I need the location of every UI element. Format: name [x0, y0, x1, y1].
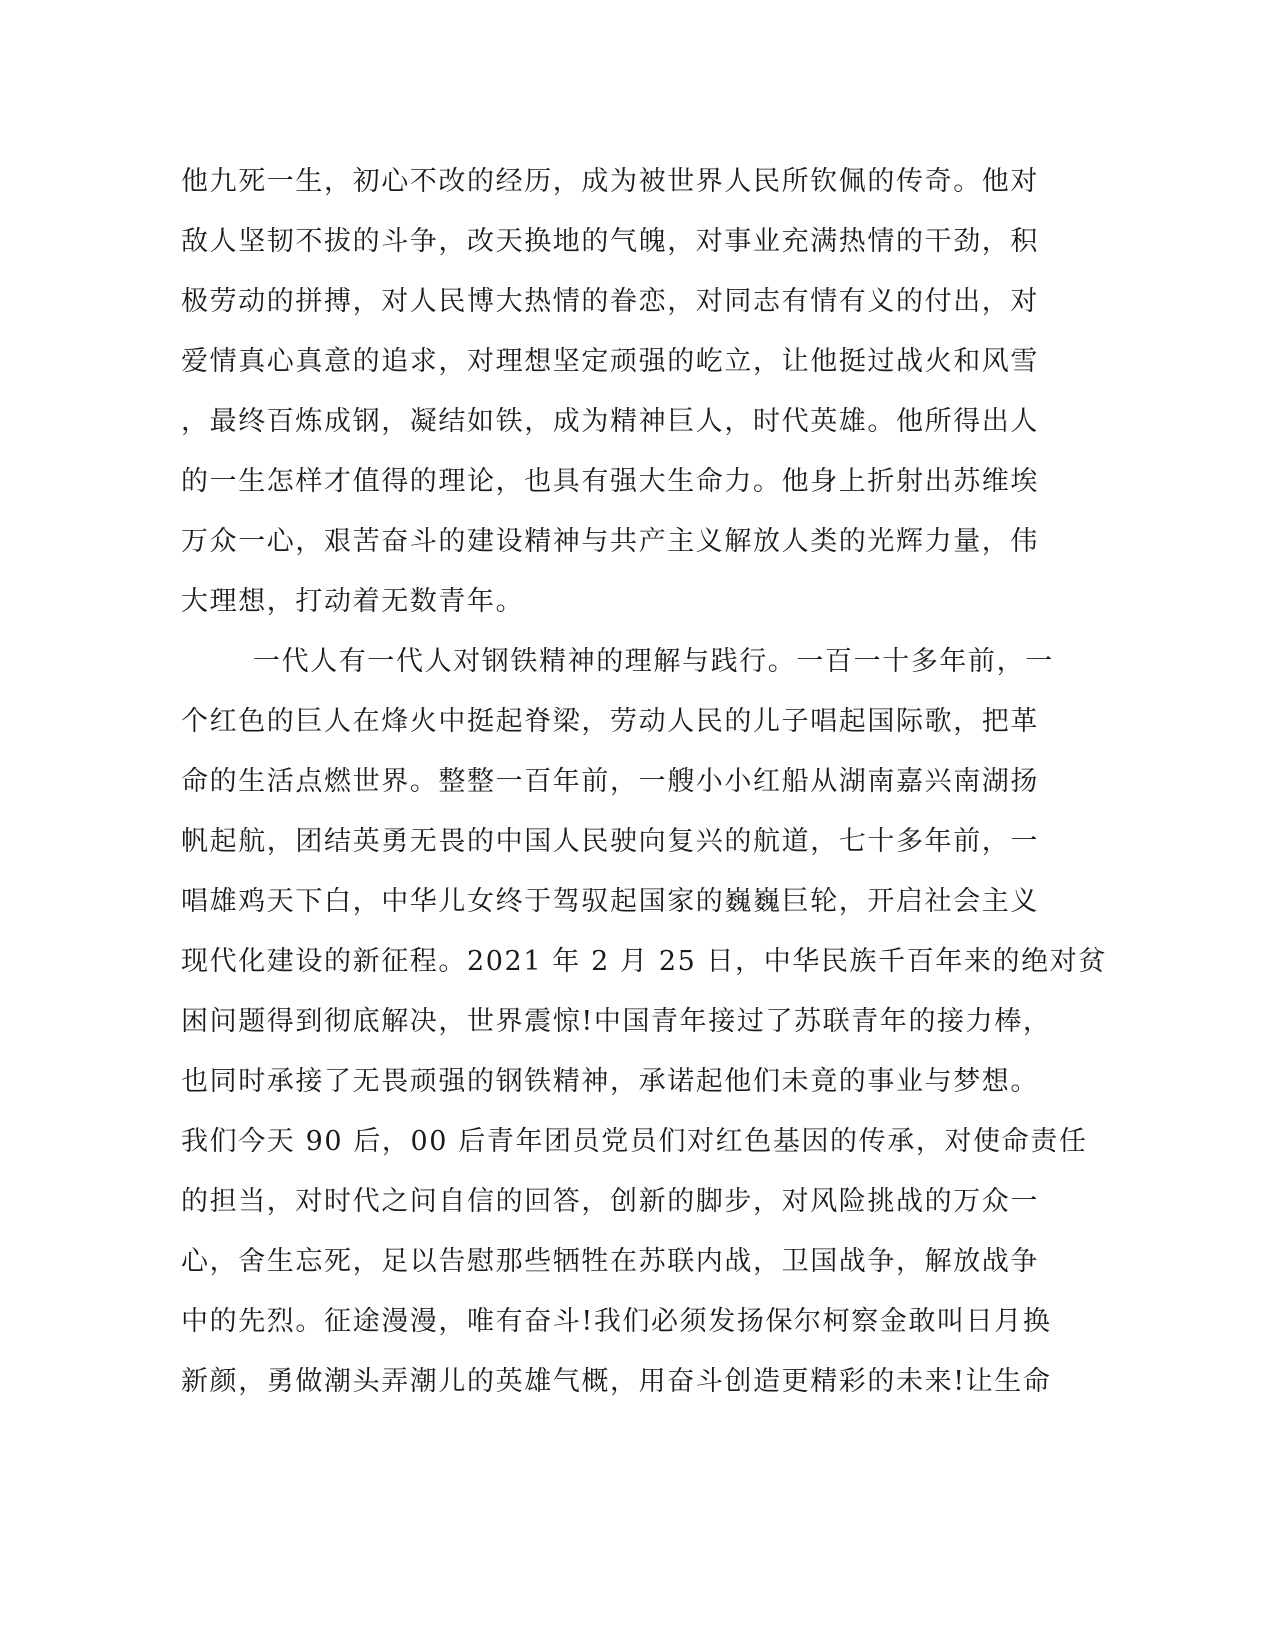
paragraph-1-line-3: 极劳动的拼搏，对人民博大热情的眷恋，对同志有情有义的付出，对	[181, 286, 1039, 317]
paragraph-2-line-4: 帆起航，团结英勇无畏的中国人民驶向复兴的航道，七十多年前，一	[181, 826, 1039, 857]
paragraph-2-line-10: 的担当，对时代之问自信的回答，创新的脚步，对风险挑战的万众一	[181, 1186, 1039, 1217]
paragraph-1-line-2: 敌人坚韧不拔的斗争，改天换地的气魄，对事业充满热情的干劲，积	[181, 226, 1039, 257]
paragraph-2-line-9: 我们今天 90 后，00 后青年团员党员们对红色基因的传承，对使命责任	[181, 1126, 1088, 1157]
paragraph-2-line-12: 中的先烈。征途漫漫，唯有奋斗!我们必须发扬保尔柯察金敢叫日月换	[181, 1306, 1052, 1337]
paragraph-1-line-7: 万众一心，艰苦奋斗的建设精神与共产主义解放人类的光辉力量，伟	[181, 526, 1039, 557]
paragraph-2-line-7: 困问题得到彻底解决，世界震惊!中国青年接过了苏联青年的接力棒，	[181, 1006, 1052, 1037]
paragraph-2-line-5: 唱雄鸡天下白，中华儿女终于驾驭起国家的巍巍巨轮，开启社会主义	[181, 886, 1039, 917]
paragraph-2-line-1: 一代人有一代人对钢铁精神的理解与践行。一百一十多年前，一	[253, 646, 1054, 677]
paragraph-1-line-1: 他九死一生，初心不改的经历，成为被世界人民所钦佩的传奇。他对	[181, 166, 1039, 197]
paragraph-2-line-3: 命的生活点燃世界。整整一百年前，一艘小小红船从湖南嘉兴南湖扬	[181, 766, 1039, 797]
paragraph-1-line-5: ，最终百炼成钢，凝结如铁，成为精神巨人，时代英雄。他所得出人	[181, 406, 1039, 437]
paragraph-1-line-6: 的一生怎样才值得的理论，也具有强大生命力。他身上折射出苏维埃	[181, 466, 1039, 497]
paragraph-1-line-4: 爱情真心真意的追求，对理想坚定顽强的屹立，让他挺过战火和风雪	[181, 346, 1039, 377]
paragraph-2-line-6: 现代化建设的新征程。2021 年 2 月 25 日，中华民族千百年来的绝对贫	[181, 946, 1107, 977]
paragraph-2-line-2: 个红色的巨人在烽火中挺起脊梁，劳动人民的儿子唱起国际歌，把革	[181, 706, 1039, 737]
paragraph-2-line-13: 新颜，勇做潮头弄潮儿的英雄气概，用奋斗创造更精彩的未来!让生命	[181, 1366, 1052, 1397]
paragraph-1-line-8: 大理想，打动着无数青年。	[181, 586, 525, 617]
paragraph-2-line-8: 也同时承接了无畏顽强的钢铁精神，承诺起他们未竟的事业与梦想。	[181, 1066, 1039, 1097]
paragraph-2-line-11: 心，舍生忘死，足以告慰那些牺牲在苏联内战，卫国战争，解放战争	[181, 1246, 1039, 1277]
